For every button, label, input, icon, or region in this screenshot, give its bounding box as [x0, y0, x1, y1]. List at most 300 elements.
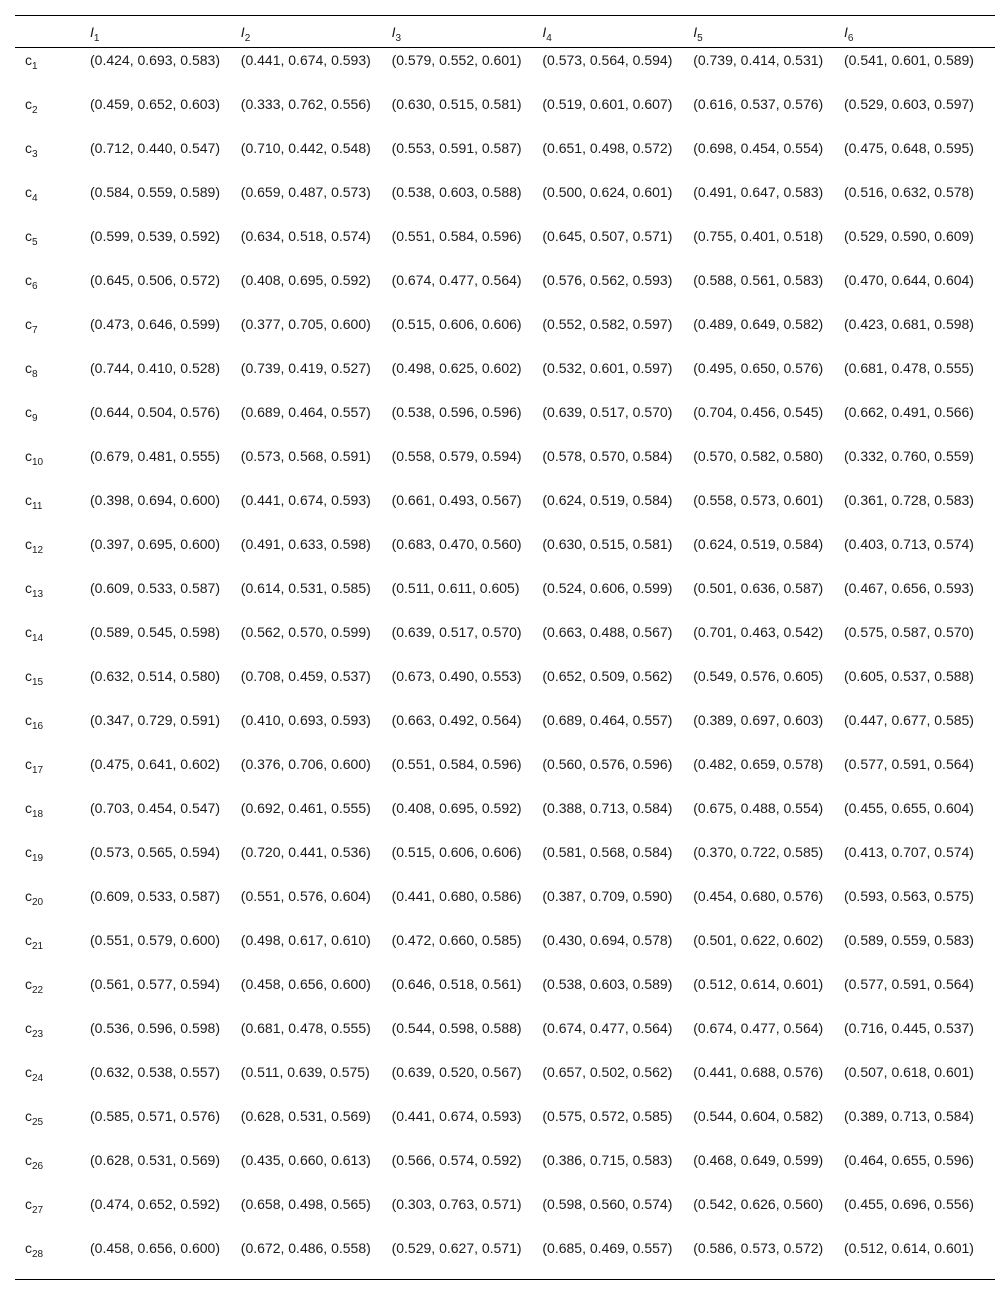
- cell-value: (0.579, 0.552, 0.601): [391, 52, 522, 68]
- row-label-symbol: c: [25, 843, 32, 860]
- table-cell: [844, 268, 995, 312]
- table-cell: [392, 224, 543, 268]
- table-row: [15, 1104, 995, 1148]
- cell-value: (0.474, 0.652, 0.592): [90, 1195, 220, 1212]
- table-cell: [844, 708, 995, 752]
- row-label-symbol: c: [25, 227, 32, 244]
- table-cell: [241, 1236, 392, 1280]
- table-cell: [542, 620, 693, 664]
- cell-value: (0.491, 0.647, 0.583): [693, 183, 824, 200]
- cell-value: (0.430, 0.694, 0.578): [542, 931, 673, 948]
- cell-value: (0.532, 0.601, 0.597): [542, 359, 673, 376]
- row-label-index: 24: [32, 1072, 44, 1084]
- cell-value: (0.581, 0.568, 0.584): [542, 843, 673, 860]
- cell-value: (0.552, 0.582, 0.597): [542, 315, 673, 332]
- row-label-symbol: c: [25, 1019, 32, 1036]
- cell-value: (0.524, 0.606, 0.599): [542, 579, 673, 596]
- table-row: [15, 268, 995, 312]
- row-label: [15, 752, 90, 796]
- table-cell: [90, 48, 241, 92]
- cell-value: (0.586, 0.573, 0.572): [693, 1239, 824, 1256]
- table-cell: [392, 752, 543, 796]
- row-label: [15, 48, 90, 92]
- cell-value: (0.593, 0.563, 0.575): [843, 887, 974, 904]
- cell-value: (0.455, 0.655, 0.604): [843, 799, 974, 816]
- cell-value: (0.589, 0.559, 0.583): [843, 931, 974, 948]
- table-cell: [392, 444, 543, 488]
- table-row: [15, 356, 995, 400]
- cell-value: (0.458, 0.656, 0.600): [90, 1239, 220, 1256]
- cell-value: (0.333, 0.762, 0.556): [240, 95, 371, 112]
- table-cell: [693, 224, 844, 268]
- table-cell: [90, 268, 241, 312]
- row-label-index: 6: [32, 280, 38, 292]
- table-cell: [241, 708, 392, 752]
- row-label-index: 28: [32, 1248, 44, 1260]
- table-cell: [241, 400, 392, 444]
- row-label: [15, 1104, 90, 1148]
- row-label: [15, 884, 90, 928]
- table-cell: [241, 224, 392, 268]
- cell-value: (0.475, 0.648, 0.595): [843, 139, 974, 156]
- table-cell: [693, 928, 844, 972]
- table-row: [15, 1060, 995, 1104]
- row-label: [15, 488, 90, 532]
- table-cell: [844, 1148, 995, 1192]
- table-row: [15, 928, 995, 972]
- cell-value: (0.674, 0.477, 0.564): [542, 1019, 673, 1036]
- table-cell: [90, 884, 241, 928]
- row-label-index: 1: [32, 61, 38, 72]
- row-label-index: 19: [32, 852, 44, 864]
- row-label-index: 7: [32, 324, 38, 336]
- row-label: [15, 1192, 90, 1236]
- table-cell: [90, 1236, 241, 1280]
- row-label: [15, 972, 90, 1016]
- table-cell: [392, 1192, 543, 1236]
- table-cell: [542, 356, 693, 400]
- cell-value: (0.398, 0.694, 0.600): [90, 491, 220, 508]
- table-cell: [90, 796, 241, 840]
- table-row: [15, 708, 995, 752]
- cell-value: (0.598, 0.560, 0.574): [542, 1195, 673, 1212]
- row-label-symbol: c: [25, 491, 32, 508]
- table-cell: [392, 356, 543, 400]
- header-row: [15, 16, 995, 48]
- table-cell: [693, 180, 844, 224]
- table-cell: [844, 400, 995, 444]
- cell-value: (0.575, 0.572, 0.585): [542, 1107, 673, 1124]
- column-header-index: 4: [546, 33, 552, 44]
- cell-value: (0.538, 0.603, 0.588): [391, 183, 522, 200]
- table-cell: [693, 796, 844, 840]
- column-header-1: [90, 16, 241, 48]
- row-label: [15, 400, 90, 444]
- cell-value: (0.423, 0.681, 0.598): [843, 315, 974, 332]
- table-row: [15, 444, 995, 488]
- table-row: [15, 1148, 995, 1192]
- table-cell: [693, 488, 844, 532]
- row-label-symbol: c: [25, 1151, 32, 1168]
- cell-value: (0.370, 0.722, 0.585): [693, 843, 824, 860]
- cell-value: (0.561, 0.577, 0.594): [90, 975, 220, 992]
- cell-value: (0.536, 0.596, 0.598): [90, 1019, 220, 1036]
- cell-value: (0.628, 0.531, 0.569): [240, 1107, 371, 1124]
- table-cell: [693, 400, 844, 444]
- table-cell: [241, 268, 392, 312]
- column-header-6: [844, 16, 995, 48]
- table-cell: [241, 444, 392, 488]
- cell-value: (0.332, 0.760, 0.559): [843, 447, 974, 464]
- table-cell: [693, 840, 844, 884]
- cell-value: (0.585, 0.571, 0.576): [90, 1107, 220, 1124]
- table-cell: [844, 1060, 995, 1104]
- table-cell: [844, 840, 995, 884]
- table-row: [15, 972, 995, 1016]
- cell-value: (0.515, 0.606, 0.606): [391, 315, 522, 332]
- column-header-symbol: I: [542, 24, 547, 40]
- table-row: [15, 92, 995, 136]
- table-row: [15, 620, 995, 664]
- table-cell: [241, 488, 392, 532]
- cell-value: (0.630, 0.515, 0.581): [391, 95, 522, 112]
- cell-value: (0.403, 0.713, 0.574): [843, 535, 974, 552]
- cell-value: (0.679, 0.481, 0.555): [90, 447, 220, 464]
- row-label-index: 17: [32, 764, 44, 776]
- cell-value: (0.500, 0.624, 0.601): [542, 183, 673, 200]
- row-label-symbol: c: [25, 755, 32, 772]
- cell-value: (0.704, 0.456, 0.545): [693, 403, 824, 420]
- cell-value: (0.634, 0.518, 0.574): [240, 227, 371, 244]
- table-cell: [542, 48, 693, 92]
- table-cell: [542, 312, 693, 356]
- cell-value: (0.652, 0.509, 0.562): [542, 667, 673, 684]
- cell-value: (0.703, 0.454, 0.547): [90, 799, 220, 816]
- row-label: [15, 928, 90, 972]
- table-cell: [90, 532, 241, 576]
- table-cell: [844, 312, 995, 356]
- cell-value: (0.512, 0.614, 0.601): [843, 1239, 974, 1256]
- cell-value: (0.388, 0.713, 0.584): [542, 799, 673, 816]
- row-label-index: 22: [32, 984, 44, 996]
- table-cell: [392, 708, 543, 752]
- table-cell: [90, 312, 241, 356]
- cell-value: (0.542, 0.626, 0.560): [693, 1195, 824, 1212]
- row-label-symbol: c: [25, 579, 32, 596]
- cell-value: (0.544, 0.604, 0.582): [693, 1107, 824, 1124]
- cell-value: (0.447, 0.677, 0.585): [843, 711, 974, 728]
- header-corner: [15, 16, 90, 48]
- table-row: [15, 48, 995, 92]
- table-cell: [241, 92, 392, 136]
- column-header-symbol: I: [391, 24, 396, 40]
- row-label-symbol: c: [25, 667, 32, 684]
- cell-value: (0.609, 0.533, 0.587): [90, 887, 220, 904]
- table-cell: [693, 136, 844, 180]
- row-label-symbol: c: [25, 447, 32, 464]
- cell-value: (0.511, 0.639, 0.575): [240, 1063, 370, 1080]
- table-cell: [241, 136, 392, 180]
- cell-value: (0.501, 0.636, 0.587): [693, 579, 824, 596]
- row-label: [15, 180, 90, 224]
- cell-value: (0.473, 0.646, 0.599): [90, 315, 220, 332]
- table-cell: [844, 136, 995, 180]
- cell-value: (0.720, 0.441, 0.536): [240, 843, 371, 860]
- row-label-index: 8: [32, 368, 38, 380]
- cell-value: (0.639, 0.517, 0.570): [542, 403, 673, 420]
- table-cell: [90, 664, 241, 708]
- cell-value: (0.639, 0.517, 0.570): [391, 623, 522, 640]
- table-cell: [693, 1192, 844, 1236]
- row-label: [15, 532, 90, 576]
- table-cell: [693, 1104, 844, 1148]
- cell-value: (0.639, 0.520, 0.567): [391, 1063, 522, 1080]
- row-label-index: 4: [32, 192, 38, 204]
- cell-value: (0.573, 0.568, 0.591): [240, 447, 371, 464]
- table-cell: [90, 488, 241, 532]
- table-cell: [693, 1148, 844, 1192]
- cell-value: (0.673, 0.490, 0.553): [391, 667, 522, 684]
- cell-value: (0.389, 0.713, 0.584): [843, 1107, 974, 1124]
- row-label-symbol: c: [25, 535, 32, 552]
- table-cell: [241, 532, 392, 576]
- cell-value: (0.584, 0.559, 0.589): [90, 183, 220, 200]
- table-cell: [392, 1016, 543, 1060]
- table-cell: [90, 1104, 241, 1148]
- table-row: [15, 488, 995, 532]
- table-row: [15, 884, 995, 928]
- table-cell: [844, 488, 995, 532]
- cell-value: (0.454, 0.680, 0.576): [693, 887, 824, 904]
- table-cell: [241, 796, 392, 840]
- cell-value: (0.551, 0.584, 0.596): [391, 755, 522, 772]
- cell-value: (0.538, 0.596, 0.596): [391, 403, 522, 420]
- table-cell: [90, 620, 241, 664]
- table-cell: [392, 1060, 543, 1104]
- row-label: [15, 92, 90, 136]
- cell-value: (0.558, 0.579, 0.594): [391, 447, 522, 464]
- table-cell: [241, 356, 392, 400]
- cell-value: (0.441, 0.688, 0.576): [693, 1063, 824, 1080]
- table-row: [15, 576, 995, 620]
- cell-value: (0.529, 0.627, 0.571): [391, 1239, 522, 1256]
- table-cell: [844, 1236, 995, 1280]
- cell-value: (0.464, 0.655, 0.596): [843, 1151, 974, 1168]
- table-cell: [241, 752, 392, 796]
- table-cell: [844, 972, 995, 1016]
- row-label-index: 3: [32, 148, 38, 160]
- table-cell: [844, 532, 995, 576]
- table-cell: [90, 1016, 241, 1060]
- table-cell: [542, 708, 693, 752]
- row-label-index: 21: [32, 940, 44, 952]
- table-cell: [844, 884, 995, 928]
- cell-value: (0.645, 0.507, 0.571): [542, 227, 673, 244]
- table-cell: [542, 752, 693, 796]
- row-label-symbol: c: [25, 139, 32, 156]
- table-cell: [542, 972, 693, 1016]
- table-cell: [90, 1192, 241, 1236]
- table-cell: [844, 752, 995, 796]
- cell-value: (0.441, 0.674, 0.593): [240, 52, 371, 68]
- cell-value: (0.708, 0.459, 0.537): [240, 667, 371, 684]
- table-cell: [241, 312, 392, 356]
- table-cell: [844, 48, 995, 92]
- table-cell: [241, 1148, 392, 1192]
- cell-value: (0.628, 0.531, 0.569): [90, 1151, 220, 1168]
- table-cell: [90, 1148, 241, 1192]
- cell-value: (0.467, 0.656, 0.593): [843, 579, 974, 596]
- cell-value: (0.408, 0.695, 0.592): [391, 799, 522, 816]
- row-label-index: 10: [32, 456, 44, 468]
- cell-value: (0.609, 0.533, 0.587): [90, 579, 220, 596]
- cell-value: (0.562, 0.570, 0.599): [240, 623, 371, 640]
- cell-value: (0.551, 0.584, 0.596): [391, 227, 522, 244]
- cell-value: (0.424, 0.693, 0.583): [90, 52, 220, 68]
- data-table-container: [15, 15, 985, 1280]
- table-cell: [844, 664, 995, 708]
- cell-value: (0.560, 0.576, 0.596): [542, 755, 673, 772]
- table-cell: [844, 92, 995, 136]
- table-cell: [542, 1236, 693, 1280]
- table-cell: [693, 1060, 844, 1104]
- cell-value: (0.413, 0.707, 0.574): [843, 843, 974, 860]
- cell-value: (0.303, 0.763, 0.571): [391, 1195, 522, 1212]
- table-cell: [693, 752, 844, 796]
- table-cell: [693, 1236, 844, 1280]
- cell-value: (0.632, 0.514, 0.580): [90, 667, 220, 684]
- cell-value: (0.739, 0.419, 0.527): [240, 359, 371, 376]
- table-cell: [392, 180, 543, 224]
- column-header-index: 3: [395, 33, 402, 44]
- intuitionistic-values-table: [15, 15, 995, 1280]
- row-label-index: 12: [32, 544, 44, 556]
- row-label-index: 16: [32, 720, 44, 732]
- cell-value: (0.551, 0.579, 0.600): [90, 931, 220, 948]
- table-cell: [542, 928, 693, 972]
- table-cell: [392, 796, 543, 840]
- table-cell: [542, 1016, 693, 1060]
- cell-value: (0.347, 0.729, 0.591): [90, 711, 220, 728]
- table-row: [15, 400, 995, 444]
- table-cell: [241, 664, 392, 708]
- cell-value: (0.573, 0.565, 0.594): [90, 843, 220, 860]
- table-cell: [542, 796, 693, 840]
- cell-value: (0.511, 0.611, 0.605): [391, 579, 520, 596]
- table-cell: [542, 224, 693, 268]
- cell-value: (0.544, 0.598, 0.588): [391, 1019, 522, 1036]
- column-header-index: 2: [244, 33, 251, 44]
- cell-value: (0.566, 0.574, 0.592): [391, 1151, 522, 1168]
- table-cell: [90, 356, 241, 400]
- cell-value: (0.689, 0.464, 0.557): [542, 711, 673, 728]
- column-header-index: 5: [697, 33, 703, 44]
- cell-value: (0.698, 0.454, 0.554): [693, 139, 824, 156]
- table-cell: [392, 664, 543, 708]
- table-cell: [693, 972, 844, 1016]
- cell-value: (0.489, 0.649, 0.582): [693, 315, 824, 332]
- row-label-symbol: c: [25, 95, 32, 112]
- row-label: [15, 136, 90, 180]
- row-label-index: 23: [32, 1028, 44, 1040]
- table-cell: [542, 576, 693, 620]
- column-header-symbol: I: [693, 24, 698, 40]
- table-cell: [542, 664, 693, 708]
- cell-value: (0.674, 0.477, 0.564): [391, 271, 522, 288]
- cell-value: (0.588, 0.561, 0.583): [693, 271, 824, 288]
- cell-value: (0.529, 0.603, 0.597): [843, 95, 974, 112]
- cell-value: (0.512, 0.614, 0.601): [693, 975, 824, 992]
- cell-value: (0.455, 0.696, 0.556): [843, 1195, 974, 1212]
- column-header-2: [241, 16, 392, 48]
- cell-value: (0.519, 0.601, 0.607): [542, 95, 673, 112]
- cell-value: (0.716, 0.445, 0.537): [843, 1019, 974, 1036]
- cell-value: (0.681, 0.478, 0.555): [843, 359, 974, 376]
- row-label-symbol: c: [25, 271, 32, 288]
- column-header-4: [542, 16, 693, 48]
- row-label: [15, 664, 90, 708]
- cell-value: (0.663, 0.488, 0.567): [542, 623, 673, 640]
- cell-value: (0.701, 0.463, 0.542): [693, 623, 824, 640]
- cell-value: (0.614, 0.531, 0.585): [240, 579, 371, 596]
- table-cell: [542, 444, 693, 488]
- row-label-symbol: c: [25, 799, 32, 816]
- table-cell: [392, 136, 543, 180]
- table-cell: [241, 928, 392, 972]
- table-cell: [241, 1192, 392, 1236]
- cell-value: (0.470, 0.644, 0.604): [843, 271, 974, 288]
- cell-value: (0.657, 0.502, 0.562): [542, 1063, 673, 1080]
- table-cell: [241, 48, 392, 92]
- table-cell: [693, 92, 844, 136]
- row-label-symbol: c: [25, 183, 32, 200]
- cell-value: (0.659, 0.487, 0.573): [240, 183, 371, 200]
- table-cell: [392, 972, 543, 1016]
- row-label-symbol: c: [25, 931, 32, 948]
- cell-value: (0.386, 0.715, 0.583): [542, 1151, 673, 1168]
- table-cell: [392, 48, 543, 92]
- row-label: [15, 708, 90, 752]
- table-cell: [241, 180, 392, 224]
- cell-value: (0.744, 0.410, 0.528): [90, 359, 220, 376]
- cell-value: (0.441, 0.674, 0.593): [240, 491, 371, 508]
- cell-value: (0.459, 0.652, 0.603): [90, 95, 220, 112]
- cell-value: (0.397, 0.695, 0.600): [90, 535, 220, 552]
- table-cell: [241, 972, 392, 1016]
- table-cell: [392, 1104, 543, 1148]
- column-header-symbol: I: [843, 24, 848, 40]
- row-label-symbol: c: [25, 1107, 32, 1124]
- table-cell: [693, 708, 844, 752]
- table-cell: [693, 664, 844, 708]
- cell-value: (0.674, 0.477, 0.564): [693, 1019, 824, 1036]
- table-cell: [542, 92, 693, 136]
- table-cell: [542, 180, 693, 224]
- cell-value: (0.692, 0.461, 0.555): [240, 799, 371, 816]
- table-cell: [392, 928, 543, 972]
- column-header-symbol: I: [90, 24, 94, 40]
- row-label-index: 26: [32, 1160, 44, 1172]
- cell-value: (0.739, 0.414, 0.531): [693, 52, 824, 68]
- table-cell: [90, 136, 241, 180]
- row-label: [15, 444, 90, 488]
- table-cell: [693, 268, 844, 312]
- table-cell: [90, 224, 241, 268]
- row-label-index: 25: [32, 1116, 44, 1128]
- row-label: [15, 1236, 90, 1280]
- row-label-symbol: c: [25, 1195, 32, 1212]
- cell-value: (0.570, 0.582, 0.580): [693, 447, 824, 464]
